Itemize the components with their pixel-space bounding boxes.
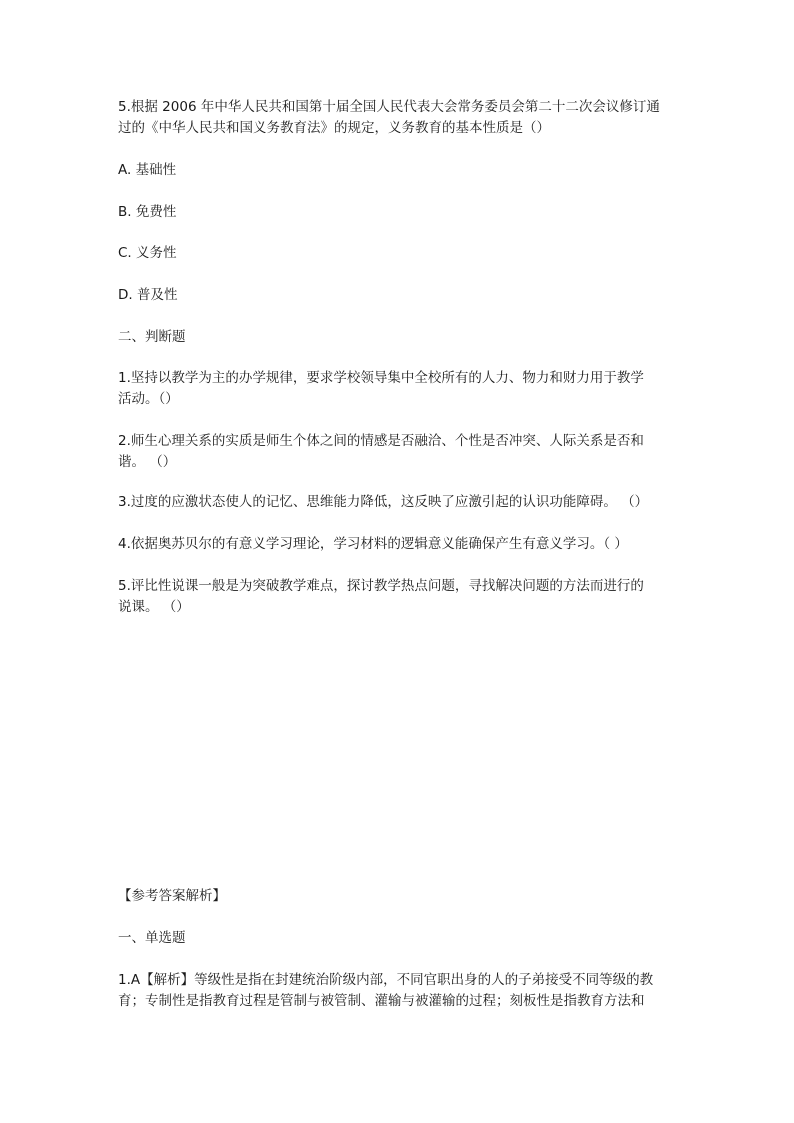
answers-title: 【参考答案解析】 [118,888,226,904]
judgment-5-line-1: 5.评比性说课一般是为突破教学难点，探讨教学热点问题，寻找解决问题的方法而进行的 [118,578,644,594]
judgment-3: 3.过度的应激状态使人的记忆、思维能力降低，这反映了应激引起的认识功能障碍。 （） [118,494,649,510]
judgment-2-line-2: 谐。 （） [118,454,177,470]
option-c: C. 义务性 [118,245,177,261]
answers-section-1-heading: 一、单选题 [118,930,186,946]
answer-1-line-1: 1.A【解析】等级性是指在封建统治阶级内部，不同官职出身的人的子弟接受不同等级的教 [118,972,654,988]
option-b: B. 免费性 [118,204,177,220]
judgment-1-line-2: 活动。（） [118,391,179,407]
question-5-line-1: 5.根据 2006 年中华人民共和国第十届全国人民代表大会常务委员会第二十二次会议修订通 [118,99,660,115]
judgment-4: 4.依据奥苏贝尔的有意义学习理论，学习材料的逻辑意义能确保产生有意义学习。（ ） [118,536,628,552]
question-5-line-2: 过的《中华人民共和国义务教育法》的规定，义务教育的基本性质是（） [118,120,550,136]
judgment-1-line-1: 1.坚持以教学为主的办学规律，要求学校领导集中全校所有的人力、物力和财力用于教学 [118,370,644,386]
section-2-heading: 二、判断题 [118,329,186,345]
judgment-2-line-1: 2.师生心理关系的实质是师生个体之间的情感是否融洽、个性是否冲突、人际关系是否和 [118,433,644,449]
option-d: D. 普及性 [118,287,178,303]
judgment-5-line-2: 说课。 （） [118,599,190,615]
option-a: A. 基础性 [118,162,177,178]
answer-1-line-2: 育；专制性是指教育过程是管制与被管制、灌输与被灌输的过程；刻板性是指教育方法和 [118,993,645,1009]
